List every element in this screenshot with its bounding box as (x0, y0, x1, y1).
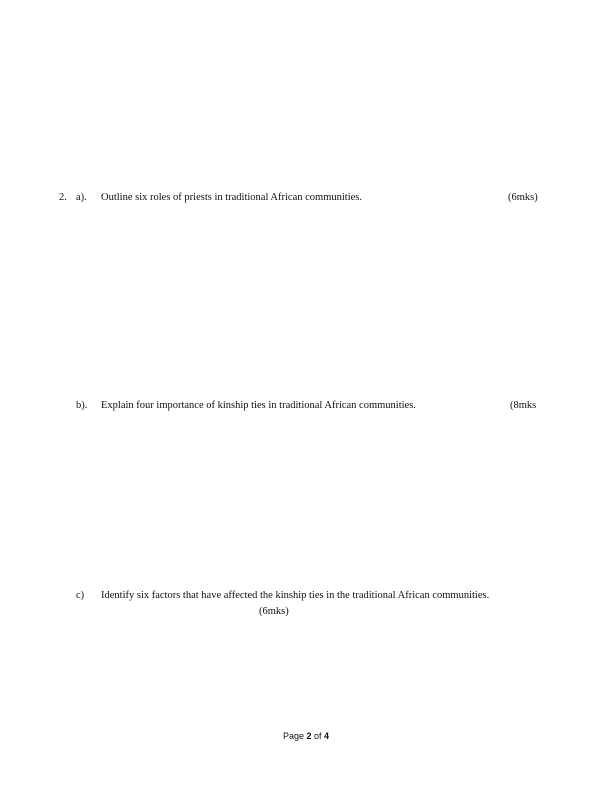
part-a-text: Outline six roles of priests in traditional African communities. (101, 192, 362, 203)
part-c-text: Identify six factors that have affected the kinship ties in the traditional African communities. (101, 590, 490, 601)
page-current: 2 (306, 731, 312, 741)
part-b-marks: (8mks (510, 400, 537, 411)
part-c-label: c) (76, 590, 85, 601)
question-number: 2. (59, 192, 67, 203)
part-b-label: b). (76, 400, 88, 411)
page-of: of (314, 731, 322, 741)
part-a-label: a). (76, 192, 87, 203)
page-total: 4 (324, 731, 330, 741)
part-c-marks: (6mks) (259, 606, 289, 617)
part-a-marks: (6mks) (508, 192, 538, 203)
part-b-text: Explain four importance of kinship ties in traditional African communities. (101, 400, 416, 411)
page-footer (0, 731, 612, 741)
page-prefix: Page (282, 731, 304, 741)
